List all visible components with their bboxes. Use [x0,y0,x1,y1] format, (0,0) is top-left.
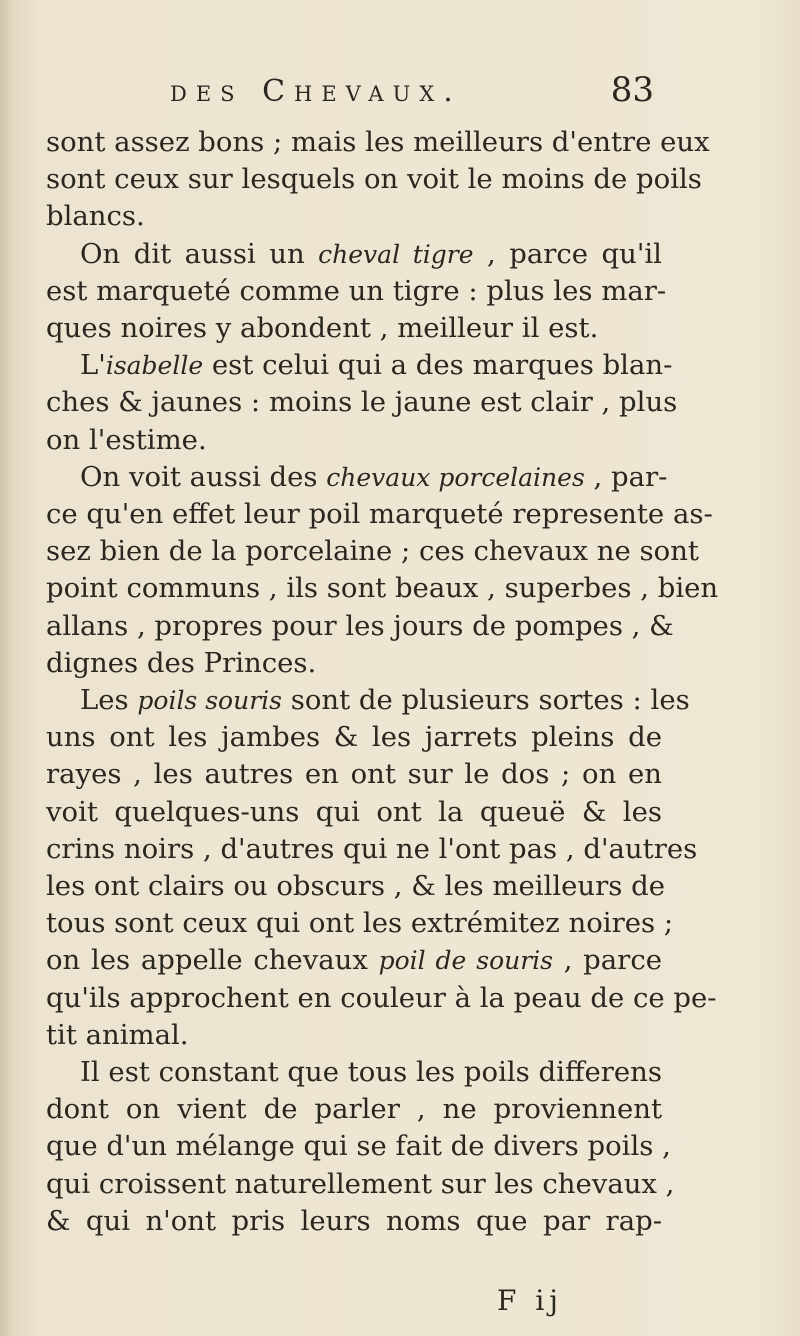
italic-term: poils souris [137,686,282,716]
text-line: ce qu'en effet leur poil marqueté represente as- [46,498,713,531]
text-line: qui croissent naturellement sur les chevaux , [46,1167,675,1200]
text-line: rayes , les autres en ont sur le dos ; on en [46,758,662,791]
text-line: tit animal. [46,1018,189,1051]
text-line: allans , propres pour les jours de pompes , & [46,609,674,642]
text-line: est marqueté comme un tigre : plus les mar- [46,274,667,307]
signature-mark: F ij [497,1284,563,1317]
text-line: que d'un mélange qui se fait de divers poils , [46,1130,671,1163]
text-line: blancs. [46,200,145,233]
text-line [46,236,662,273]
italic-term: poil de souris [378,946,554,976]
text-line [46,459,668,496]
text-line: point communs , ils sont beaux , superbes , bien [46,572,719,605]
text-line: tous sont ceux qui ont les extrémitez noires ; [46,907,674,940]
text-line: les ont clairs ou obscurs , & les meilleurs de [46,870,665,903]
text-line: ches & jaunes : moins le jaune est clair , plus [46,386,678,419]
text-line: Il est constant que tous les poils differens [80,1056,662,1089]
text-fragment: , parce qu'il [473,237,662,270]
italic-term: isabelle [105,351,204,381]
text-line: sont ceux sur lesquels on voit le moins de poils [46,163,702,196]
text-fragment: On voit aussi des [80,460,327,493]
text-line: ques noires y abondent , meilleur il est. [46,312,599,345]
italic-term: cheval tigre [318,239,474,269]
text-line: uns ont les jambes & les jarrets pleins de [46,721,662,754]
text-line: sont assez bons ; mais les meilleurs d'entre eux [46,126,710,158]
text-line [46,942,662,979]
text-line: & qui n'ont pris leurs noms que par rap- [46,1204,662,1237]
running-title: des Chevaux. [170,74,462,109]
text-fragment: sont de plusieurs sortes : les [281,684,690,717]
text-fragment: on les appelle chevaux [46,944,379,977]
text-line: crins noirs , d'autres qui ne l'ont pas , d'autres [46,832,698,865]
text-fragment: , par- [584,460,668,493]
text-line: voit quelques-uns qui ont la queuë & les [46,795,662,828]
text-fragment: est celui qui a des marques blan- [203,349,673,382]
body-text [46,124,719,1240]
text-line [46,682,690,719]
text-fragment: On dit aussi un [80,237,319,270]
page-header [160,70,660,120]
page-number: 83 [610,70,654,110]
text-fragment: , parce [553,944,662,977]
italic-term: chevaux porcelaines [326,462,585,492]
text-line: sez bien de la porcelaine ; ces chevaux ne sont [46,535,699,568]
text-fragment: L' [80,349,106,382]
text-line: qu'ils approchent en couleur à la peau de ce pe- [46,981,717,1014]
text-line: dont on vient de parler , ne proviennent [46,1093,662,1126]
text-line: dignes des Princes. [46,646,317,679]
text-line [46,347,673,384]
text-line: on l'estime. [46,423,207,456]
text-fragment: Les [80,684,138,717]
